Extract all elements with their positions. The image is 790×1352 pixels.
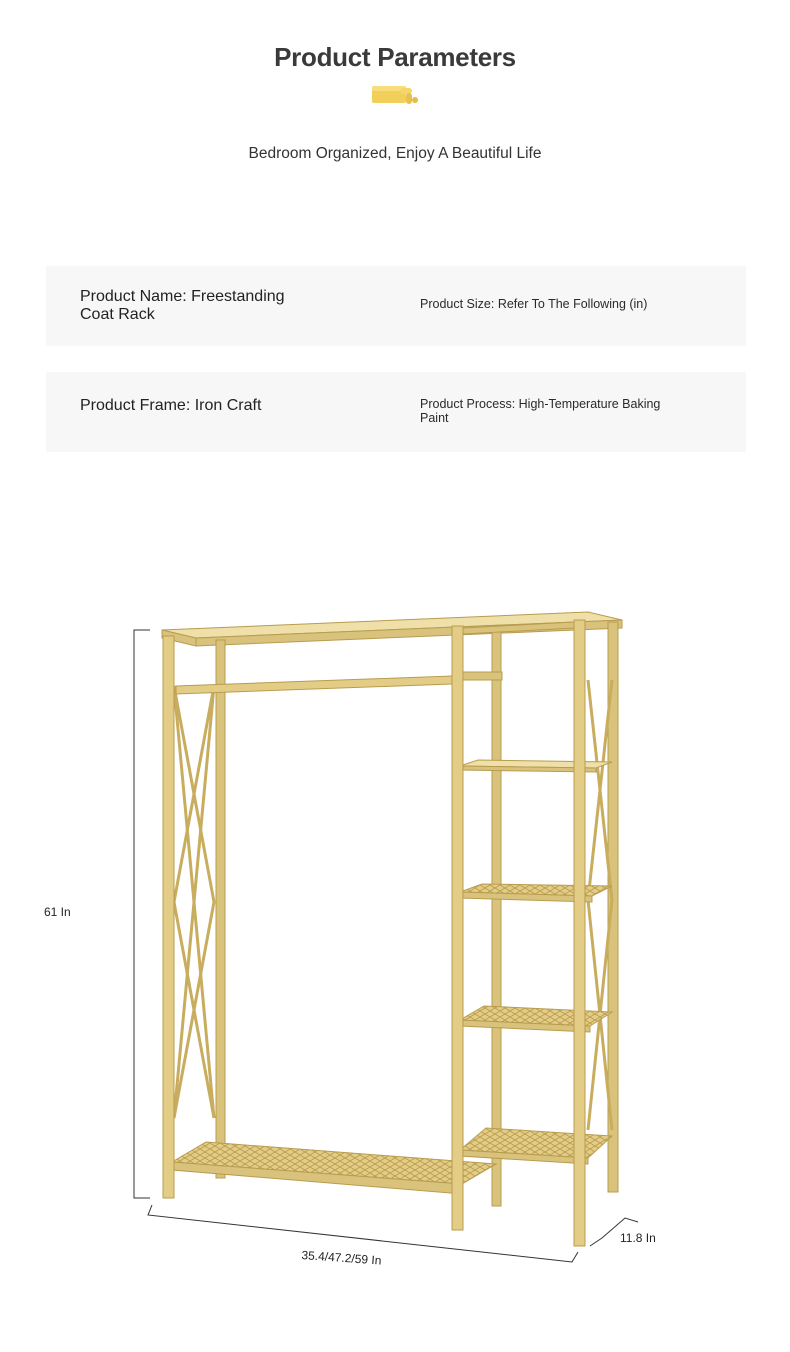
back-posts [216,622,618,1206]
param-row-name-size [46,266,746,346]
width-dimension-label: 35.4/47.2/59 In [301,1248,382,1268]
bottom-shelf [172,1142,496,1194]
product-process-value: Product Process: High-Temperature Baking Paint [420,397,661,426]
product-name-value: Product Name: Freestanding Coat Rack [80,288,285,324]
pointing-hand-icon [370,82,420,108]
height-dimension-label: 61 In [44,905,71,919]
depth-dimension-label: 11.8 In [620,1231,656,1245]
product-size-value: Product Size: Refer To The Following (in) [420,297,648,311]
right-shelves [460,760,612,1164]
coat-rack-illustration [0,590,790,1290]
param-row-frame-process [46,372,746,452]
page-subtitle: Bedroom Organized, Enjoy A Beautiful Life [248,145,542,162]
page-title: Product Parameters [274,42,516,72]
product-frame-value: Product Frame: Iron Craft [80,397,262,414]
left-cross-brace [174,686,214,1118]
